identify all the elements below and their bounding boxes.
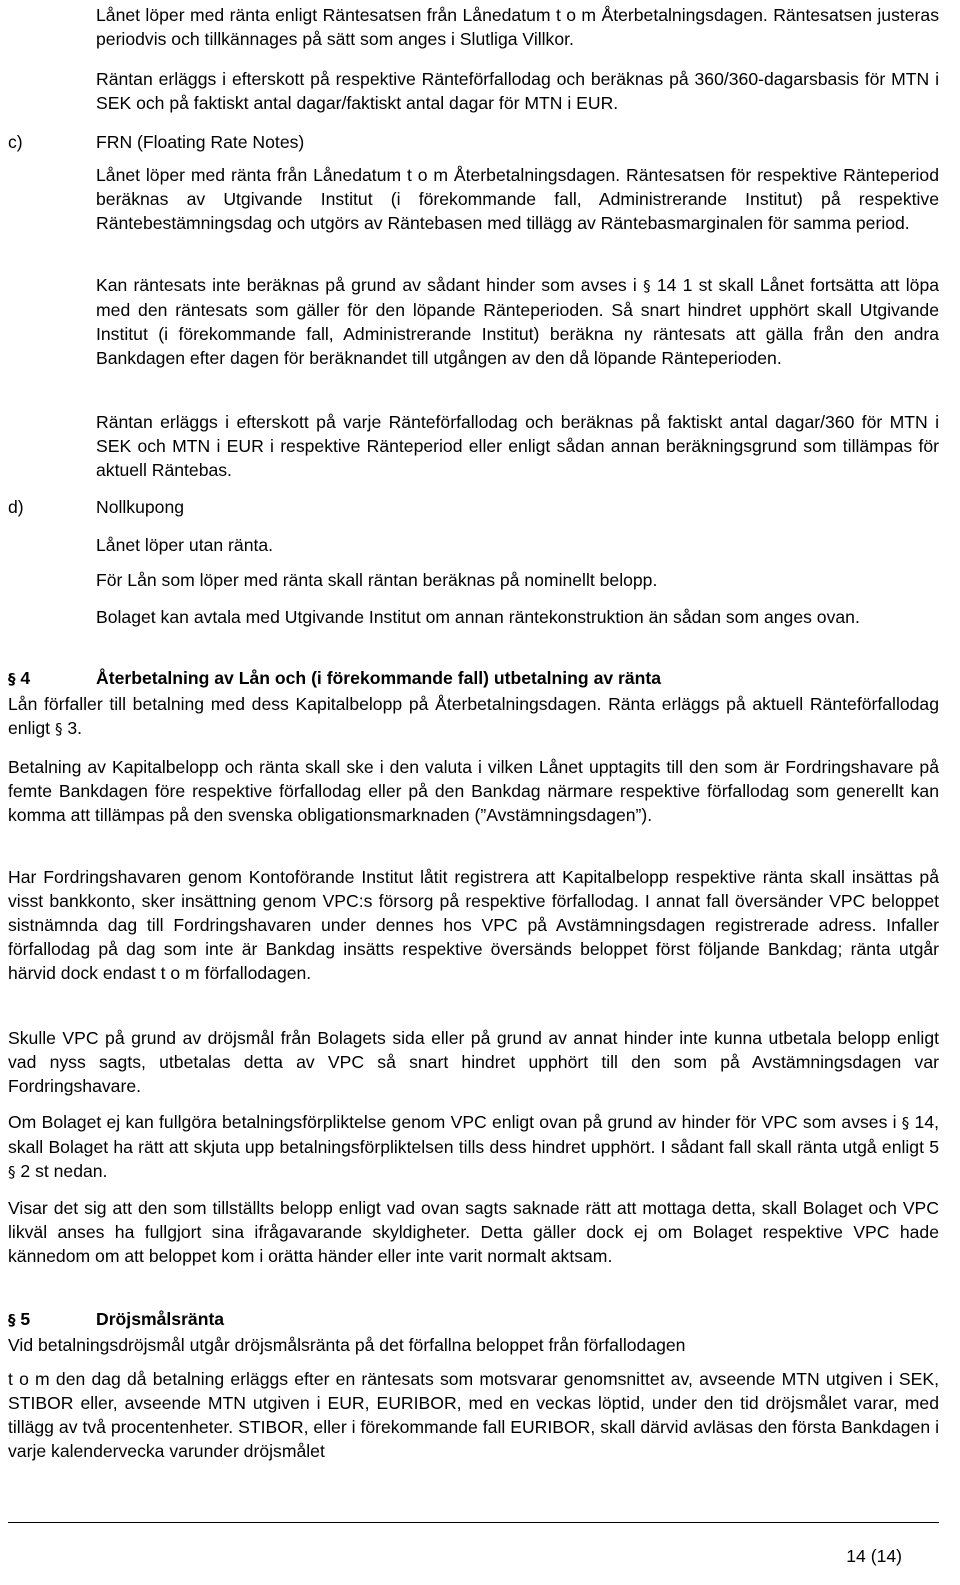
section-sign-icon: §: [8, 1163, 16, 1181]
paragraph-frn-payment: Räntan erläggs i efterskott på varje Ränteförfallodag och beräknas på faktiskt antal dagar/360 för MTN i SEK och MTN i EUR i respektive Ränteperiod eller enligt sådan annan beräkningsgrund som tillämpas för aktuell Räntebas.: [96, 412, 939, 480]
section-heading-5: § 5 Dröjsmålsränta: [8, 1309, 225, 1329]
paragraph-payment-obligation: Om Bolaget ej kan fullgöra betalningsförpliktelse genom VPC enligt ovan på grund av hinder för VPC som avses i § 14, skall Bolaget ha rätt att skjuta upp betalningsförpliktelsen tills dess hindret upphört. I sådant fall skall ränta utgå enligt 5 § 2 st nedan.: [8, 1112, 939, 1181]
section-heading-4: § 4 Återbetalning av Lån och (i förekommande fall) utbetalning av ränta: [8, 668, 662, 688]
section-sign-icon: §: [901, 1114, 910, 1132]
item-title-frn: FRN (Floating Rate Notes): [96, 132, 305, 152]
paragraph-payment-currency: Betalning av Kapitalbelopp och ränta skall ske i den valuta i vilken Lånet upptagits till den som är Fordringshavare på femte Bankdagen före respektive förfallodag eller på den Bankdag närmare respektive förfallodag som generellt kan komma att tillämpas på den svenska obligationsmarknaden (”Avstämningsdagen”).: [8, 757, 939, 825]
paragraph-interest-rate: Lånet löper med ränta enligt Räntesatsen från Lånedatum t o m Återbetalningsdagen. Räntesatsen justeras periodvis och tillkännages på sätt som anges i Slutliga Villkor.: [96, 5, 939, 49]
paragraph-vpc-delay: Skulle VPC på grund av dröjsmål från Bolagets sida eller på grund av annat hinder inte kunna utbetala belopp enligt vad nyss sagts, utbetalas detta av VPC så snart hindret upphört till den som på Avstämningsdagen var Fordringshavare.: [8, 1028, 939, 1096]
item-title-zero-coupon: Nollkupong: [96, 497, 185, 517]
paragraph-repayment: Lån förfaller till betalning med dess Kapitalbelopp på Återbetalningsdagen. Ränta erläggs på aktuell Ränteförfallodag enligt § 3.: [8, 694, 939, 738]
paragraph-frn-rate: Lånet löper med ränta från Lånedatum t o m Återbetalningsdagen. Räntesatsen för respektive Ränteperiod beräknas av Utgivande Institut (i förekommande fall, Administrerande Institut) på respektive Räntebestämningsdag och utgörs av Räntebasen med tillägg av Räntebasmarginalen för samma period.: [96, 165, 939, 233]
paragraph-other-construction: Bolaget kan avtala med Utgivande Institut om annan räntekonstruktion än sådan som anges ovan.: [96, 607, 860, 627]
paragraph-zero-coupon: Lånet löper utan ränta.: [96, 535, 274, 555]
section-sign-icon: §: [54, 720, 63, 738]
section-sign-icon: §: [8, 670, 16, 688]
paragraph-interest-payment: Räntan erläggs i efterskott på respektive Ränteförfallodag och beräknas på 360/360-dagarsbasis för MTN i SEK och på faktiskt antal dagar/faktiskt antal dagar för MTN i EUR.: [96, 69, 939, 113]
page-number: 14 (14): [846, 1546, 902, 1566]
paragraph-frn-hinder: Kan räntesats inte beräknas på grund av sådant hinder som avses i § 14 1 st skall Lånet fortsätta att löpa med den räntesats som gäller för den löpande Ränteperioden. Så snart hindret upphört skall Utgivande Institut (i förekommande fall, Administrerande Institut) beräkna ny räntesats att gälla från den andra Bankdagen efter dagen för beräknandet till utgången av den då löpande Ränteperioden.: [96, 275, 940, 368]
item-label-c: c): [8, 132, 23, 152]
paragraph-nominal-amount: För Lån som löper med ränta skall räntan beräknas på nominellt belopp.: [96, 570, 658, 590]
item-label-d: d): [8, 497, 24, 517]
section-sign-icon: §: [8, 1311, 16, 1329]
paragraph-wrong-recipient: Visar det sig att den som tillställts belopp enligt vad ovan sagts saknade rätt att mottaga detta, skall Bolaget och VPC likväl anses ha fullgjort sina ifrågavarande skyldigheter. Detta gäller dock ej om Bolaget respektive VPC hade kännedom om att beloppet kom i orätta händer eller inte varit normalt aktsam.: [8, 1198, 939, 1266]
footer-divider: [8, 1522, 939, 1523]
paragraph-bank-account: Har Fordringshavaren genom Kontoförande Institut låtit registrera att Kapitalbelopp respektive ränta skall insättas på visst bankkonto, sker insättning genom VPC:s försorg på respektive förfallodag. I annat fall översänder VPC beloppet sistnämnda dag till Fordringshavaren under dennes hos VPC på Avstämningsdagen registrerade adress. Infaller förfallodag på dag som inte är Bankdag insätts respektive översänds beloppet först följande Bankdag; ränta utgår härvid dock endast t o m förfallodagen.: [8, 867, 939, 983]
paragraph-default-interest: Vid betalningsdröjsmål utgår dröjsmålsränta på det förfallna beloppet från förfallodagen: [8, 1335, 686, 1355]
paragraph-default-rate: t o m den dag då betalning erläggs efter en räntesats som motsvarar genomsnittet av, avseende MTN utgiven i SEK, STIBOR eller, avseende MTN utgiven i EUR, EURIBOR, med en veckas löptid, under den tid dröjsmålet varar, med tillägg av två procentenheter. STIBOR, eller i förekommande fall EURIBOR, skall därvid avläsas den första Bankdagen i varje kalendervecka varunder dröjsmålet: [8, 1369, 939, 1461]
section-sign-icon: §: [643, 277, 651, 295]
